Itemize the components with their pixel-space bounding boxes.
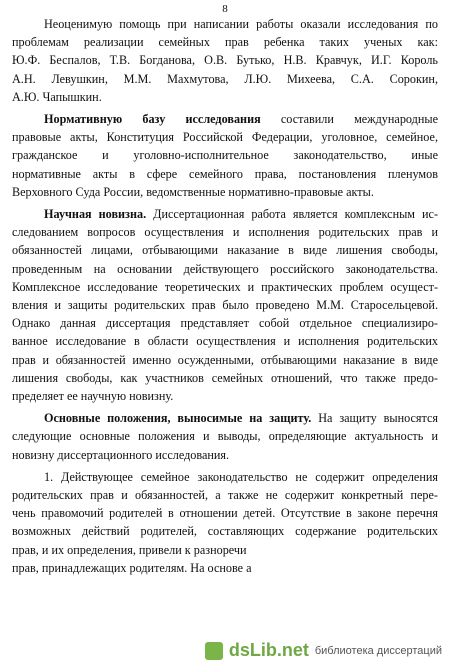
text-line: следующие основные положения и выводы, определяющие актуальность и bbox=[12, 429, 438, 444]
text-line: следованием вопросов осуществления и исполнения родительских прав и bbox=[12, 225, 438, 240]
text-line: лишения свободы, как участников семейных отношений, что также предо- bbox=[12, 370, 438, 385]
paragraph-normative-base bbox=[12, 110, 438, 201]
text-line: новизну диссертационного исследования. bbox=[12, 447, 230, 462]
text-line: гражданское и уголовно-исполнительное законодательство, иные bbox=[12, 148, 438, 163]
text-fragment: Диссертационная работа является комплексным ис- bbox=[153, 207, 438, 222]
paragraph-defense-points bbox=[12, 409, 438, 464]
paragraph-acknowledgements bbox=[12, 15, 438, 106]
text-line: А.Н. Левушкин, М.М. Махмутова, Л.Ю. Михеева, С.А. Сорокин, bbox=[12, 71, 438, 86]
watermark-subtitle: библиотека диссертаций bbox=[314, 644, 442, 657]
text-line: Верховного Суда России, ведомственные нормативно-правовые акты. bbox=[12, 184, 374, 199]
watermark-logo: dsLib.net bbox=[228, 640, 309, 660]
text-line: Комплексное исследование теоретических и практических проблем осущест- bbox=[12, 279, 438, 294]
text-line: родительских прав и обязанностей, а также не содержит конкретный пере- bbox=[12, 488, 438, 503]
text-line: пределяет ее научную новизну. bbox=[12, 389, 174, 404]
text-line: проведенным на основании действующего российского законодательства. bbox=[12, 261, 438, 276]
text-line bbox=[12, 409, 438, 427]
text-fragment: составили международные bbox=[280, 112, 438, 127]
text-fragment: На защиту выносятся bbox=[318, 411, 438, 426]
text-line: нормативные акты в сфере семейного права, постановления пленумов bbox=[12, 166, 438, 181]
text-line: возможных действий родителей, составляющих содержание родительских bbox=[12, 524, 438, 539]
text-line: 1. Действующее семейное законодательство не содержит определения bbox=[44, 469, 438, 484]
text-line: чень правомочий родителей в отношении детей. Отсутствие в законе перечня bbox=[12, 506, 438, 521]
document-body bbox=[12, 15, 438, 581]
text-line: прав, и их определения, привели к разноречи bbox=[12, 542, 247, 557]
text-line: Однако данная диссертация представляет собой отдельное специализиро- bbox=[12, 316, 438, 331]
text-line: А.Ю. Чапышкин. bbox=[12, 89, 102, 104]
text-line: правовые акты, Конституция Российской Федерации, уголовное, семейное, bbox=[12, 130, 438, 145]
text-line: ванное исследование в области осуществления и исполнения родительских bbox=[12, 334, 438, 349]
text-line bbox=[12, 205, 438, 223]
text-line: вления и защиты родительских прав было проведено М.М. Старосельцевой. bbox=[12, 298, 438, 313]
page-number: 8 bbox=[222, 3, 228, 15]
paragraph-novelty bbox=[12, 205, 438, 405]
text-line: Неоценимую помощь при написании работы оказали исследования по bbox=[44, 17, 438, 31]
text-line: Ю.Ф. Беспалов, Т.В. Богданова, О.В. Бутько, Н.В. Кравчук, И.Г. Король bbox=[12, 53, 438, 68]
text-line bbox=[12, 110, 438, 128]
text-line: проблемам реализации семейных прав ребенка таких ученых как: bbox=[12, 35, 438, 50]
section-heading: Нормативную базу исследования bbox=[44, 112, 261, 127]
section-heading: Основные положения, выносимые на защиту. bbox=[44, 411, 312, 426]
text-line: прав, принадлежащих родителям. На основе а bbox=[12, 560, 252, 575]
text-line: обязанностей лицами, отбывающими наказание в виде лишения свободы, bbox=[12, 243, 438, 258]
watermark[interactable] bbox=[205, 640, 442, 661]
paragraph-point-1 bbox=[12, 468, 438, 577]
text-line: прав и обязанностей именно осужденными, отбывающими наказание в виде bbox=[12, 352, 438, 367]
book-icon bbox=[205, 642, 223, 660]
section-heading: Научная новизна. bbox=[44, 207, 147, 222]
